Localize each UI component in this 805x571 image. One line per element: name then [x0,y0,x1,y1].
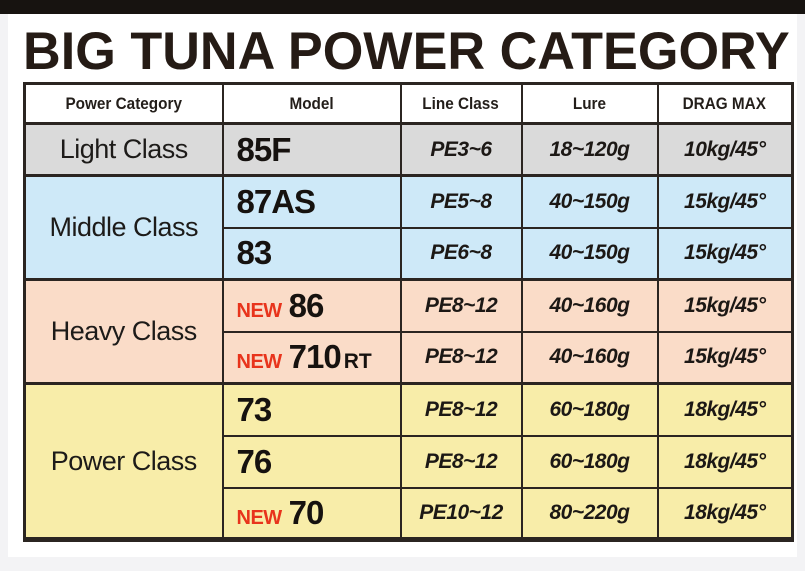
model-cell [223,436,401,488]
model-cell [223,384,401,436]
header-cell-drag-max: DRAG MAX [658,84,793,124]
line-class-cell: PE5~8 [401,176,522,228]
model-number: 85F [236,130,291,168]
lure-cell: 40~150g [522,176,658,228]
line-class-cell: PE8~12 [401,280,522,332]
table-row [25,280,793,332]
model-cell [223,176,401,228]
category-cell-light-class: Light Class [25,124,223,176]
header-cell-model: Model [223,84,401,124]
line-class-cell: PE6~8 [401,228,522,280]
top-bar [0,0,805,14]
line-class-cell: PE10~12 [401,488,522,540]
model-cell [223,332,401,384]
model-cell [223,124,401,176]
header-cell-lure: Lure [522,84,658,124]
model-number: 70 [288,493,324,531]
table-row [25,124,793,176]
model-number: 710 [288,338,341,376]
header-cell-power-category: Power Category [25,84,223,124]
model-number: 86 [288,286,324,324]
table-row [25,384,793,436]
table-row [25,176,793,228]
drag-max-cell: 15kg/45° [658,228,793,280]
page-title: BIG TUNA POWER CATEGORY [23,22,790,81]
content-card [8,14,797,557]
line-class-cell: PE8~12 [401,384,522,436]
line-class-cell: PE8~12 [401,436,522,488]
category-cell-power-class: Power Class [25,384,223,540]
table-header-row [25,84,793,124]
model-number: 83 [236,234,272,272]
lure-cell: 18~120g [522,124,658,176]
header-cell-line-class: Line Class [401,84,522,124]
lure-cell: 40~150g [522,228,658,280]
model-number: 76 [236,442,272,480]
new-badge: NEW [236,506,282,529]
model-suffix: RT [343,350,372,374]
line-class-cell: PE3~6 [401,124,522,176]
category-cell-middle-class: Middle Class [25,176,223,280]
model-number: 87AS [236,182,316,220]
new-badge: NEW [236,351,282,374]
drag-max-cell: 15kg/45° [658,280,793,332]
model-cell [223,488,401,540]
new-badge: NEW [236,299,282,322]
lure-cell: 60~180g [522,436,658,488]
drag-max-cell: 18kg/45° [658,436,793,488]
lure-cell: 80~220g [522,488,658,540]
model-number: 73 [236,390,272,428]
category-cell-heavy-class: Heavy Class [25,280,223,384]
drag-max-cell: 18kg/45° [658,384,793,436]
lure-cell: 60~180g [522,384,658,436]
line-class-cell: PE8~12 [401,332,522,384]
drag-max-cell: 15kg/45° [658,176,793,228]
model-cell [223,228,401,280]
lure-cell: 40~160g [522,280,658,332]
model-cell [223,280,401,332]
lure-cell: 40~160g [522,332,658,384]
power-category-table [23,82,794,542]
drag-max-cell: 18kg/45° [658,488,793,540]
drag-max-cell: 10kg/45° [658,124,793,176]
drag-max-cell: 15kg/45° [658,332,793,384]
